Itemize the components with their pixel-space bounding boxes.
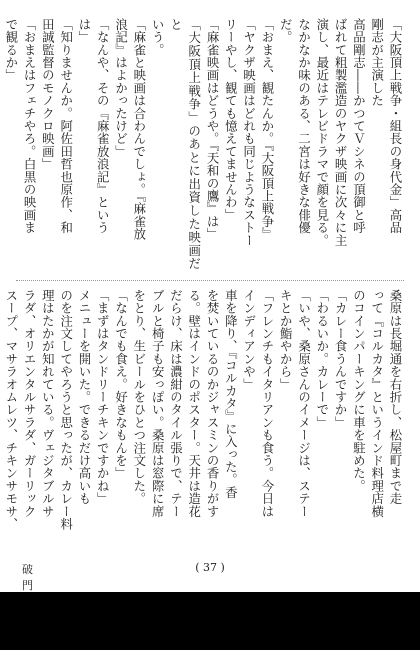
scan-margin xyxy=(0,592,420,650)
text-column: で観るか」 xyxy=(3,18,19,82)
section-divider xyxy=(16,280,404,281)
text-column: 「まずはタンドリーチキンですかね」 xyxy=(95,289,111,505)
text-column: って『コルカタ』というインド料理店横 xyxy=(369,289,385,518)
text-column: 「知りませんか。阿佐田哲也原作、和 xyxy=(58,18,74,234)
text-column: 車を降り、『コルカタ』に入った。香 xyxy=(223,289,239,499)
text-column: いう。 xyxy=(150,18,166,57)
text-column: リーやし、観ても憶えてませんわ」 xyxy=(223,18,239,222)
text-block-top xyxy=(3,18,404,270)
text-column: キとか鮨やから」 xyxy=(278,289,294,391)
text-column: 理はたかが知れている。ヴェジタブルサ xyxy=(40,289,56,518)
text-column: 「大阪頂上戦争」のあとに出資した映画だと xyxy=(168,18,202,270)
text-column: る。壁はインドのポスター。天井は造花 xyxy=(186,289,202,518)
text-column: なかなか味のある、二宮は好きな俳優 xyxy=(296,18,312,234)
text-column: 「いや、桑原さんのイメージは、ステー xyxy=(296,289,312,518)
text-column: だ。 xyxy=(278,18,294,44)
text-column: 「カレー食うんですか」 xyxy=(333,289,349,429)
text-column: 剛志が主演した xyxy=(369,18,385,107)
text-column: を焚いているのかジャスミンの香りがす xyxy=(205,289,221,518)
text-column: ブルと椅子も安っぽい。桑原は窓際に席 xyxy=(150,289,166,518)
text-column: のを注文してやろうと思ったが、カレー料 xyxy=(58,289,74,531)
text-column: インディアンや」 xyxy=(241,289,257,391)
text-column: 「おまえ、観たんか。『大阪頂上戦争』 xyxy=(259,18,275,241)
text-column: 「おまえはフェチやろ。白黒の映画ま xyxy=(22,18,38,234)
text-column: だらけ、床は濃紺のタイル張りで、テー xyxy=(168,289,184,518)
text-column: 「麻雀と映画は合わんでしょ。『麻雀放 xyxy=(131,18,147,241)
text-column: 「麻雀映画はどうや。『天和の鷹』は」 xyxy=(205,18,221,241)
book-title: 破門 xyxy=(22,563,75,592)
text-column: 浪記』はよかったけど」 xyxy=(113,18,129,158)
page-number: ( 37 ) xyxy=(195,561,225,574)
text-column: 「大阪頂上戦争・組長の身代金」高品 xyxy=(388,18,403,234)
text-column: 田誠監督のモノクロ映画」 xyxy=(40,18,56,171)
text-column: 高品剛志――かつてＶシネの頂御と呼 xyxy=(351,18,367,234)
text-column: スープ、マサラオムレツ、チキンサモサ、 xyxy=(3,289,19,531)
text-column: 桑原は長堀通を右折し、松屋町まで走 xyxy=(388,289,403,505)
text-column: は」 xyxy=(76,18,92,44)
text-column: ラダ、オリエンタルサラダ、ガーリック xyxy=(22,289,38,518)
text-column: 演し、最近はテレビドラマで顔を見る。 xyxy=(314,18,330,247)
text-column: ばれて粗製濫造のヤクザ映画に次々に主 xyxy=(333,18,349,247)
text-column: をとり、生ビールをひとつ注文した。 xyxy=(131,289,147,505)
text-column: 「なんでも食え。好きなもんを」 xyxy=(113,289,129,480)
text-column: のコインパーキングに車を駐めた。 xyxy=(351,289,367,493)
text-block-bottom xyxy=(3,289,404,546)
text-column: 「なんや、その『麻雀放浪記』という xyxy=(95,18,111,234)
text-column: 「わるいか。カレーで」 xyxy=(314,289,330,429)
text-column: 「ヤクザ映画はどれも同じようなストー xyxy=(241,18,257,247)
text-column: 「フレンチもイタリアンも食う。今日は xyxy=(259,289,275,518)
text-column: メニューを開いた。できるだけ高いも xyxy=(76,289,92,505)
